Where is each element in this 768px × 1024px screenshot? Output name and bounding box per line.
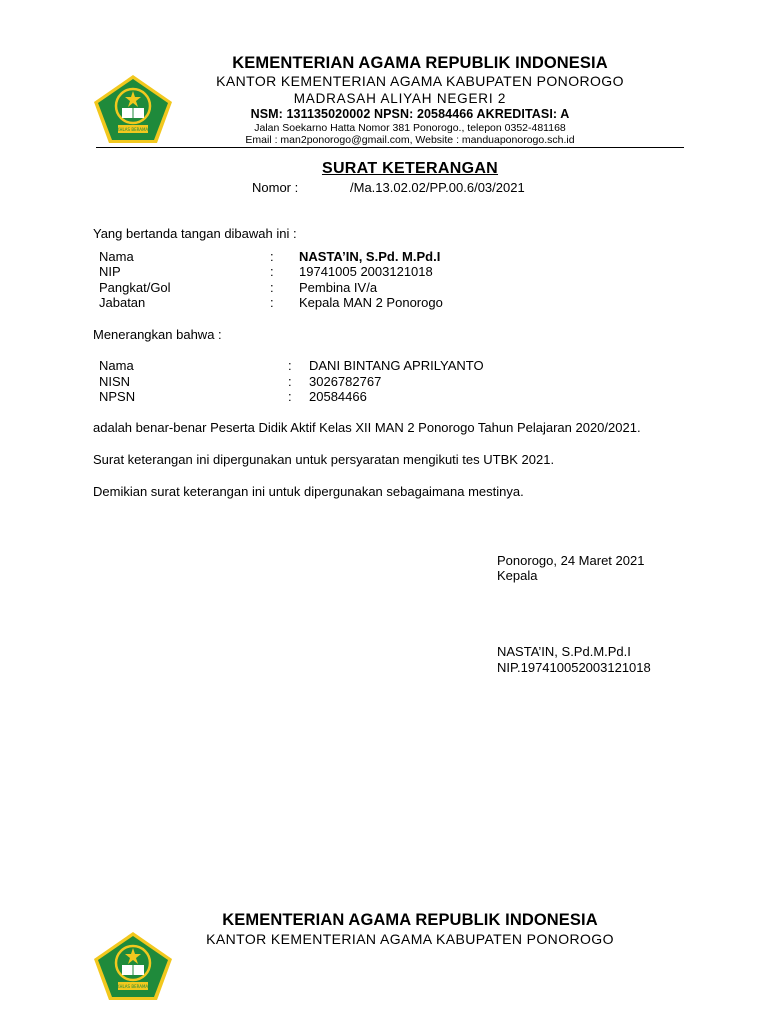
office-name: KANTOR KEMENTERIAN AGAMA KABUPATEN PONOROGO [216,73,624,89]
school-address: Jalan Soekarno Hatta Nomor 381 Ponorogo., telepon 0352-481168 [254,122,566,134]
signer-position: Kepala [497,568,538,583]
letter-title: SURAT KETERANGAN [321,160,499,177]
signatory-value: NASTA’IN, S.Pd. M.Pd.I [299,249,441,264]
student-sep: : [288,389,292,404]
signatory-value: Kepala MAN 2 Ponorogo [299,295,443,310]
ministry-name: KEMENTERIAN AGAMA REPUBLIK INDONESIA [232,54,608,72]
signatory-sep: : [270,264,274,279]
student-label: NISN [99,374,131,389]
student-label: NPSN [99,389,136,404]
school-name: MADRASAH ALIYAH NEGERI 2 [293,91,507,106]
signatory-sep: : [270,280,274,295]
signer-nip: NIP.197410052003121018 [497,660,651,675]
signatory-sep: : [270,295,274,310]
school-contact: Email : man2ponorogo@gmail.com, Website : manduaponorogo.sch.id [245,134,575,146]
letterhead-divider [96,147,684,148]
student-value: 3026782767 [309,374,382,389]
signatory-sep: : [270,249,274,264]
next-page-ministry-name: KEMENTERIAN AGAMA REPUBLIK INDONESIA [222,911,598,929]
paragraph-purpose: Surat keterangan ini dipergunakan untuk persyaratan mengikuti tes UTBK 2021. [93,452,555,467]
paragraph-closing: Demikian surat keterangan ini untuk dipergunakan sebagaimana mestinya. [93,484,524,499]
states-text: Menerangkan bahwa : [93,327,222,342]
nomor-label: Nomor : [252,180,299,195]
next-page-office-name: KANTOR KEMENTERIAN AGAMA KABUPATEN PONOROGO [206,931,614,947]
logo-motto: IKHLAS BERAMAL [115,984,151,989]
title-wrapper [140,160,680,178]
signatory-value: Pembina IV/a [299,280,378,295]
student-value: DANI BINTANG APRILYANTO [309,358,484,373]
signatory-label: Jabatan [99,295,146,310]
place-date: Ponorogo, 24 Maret 2021 [497,553,645,568]
paragraph-status: adalah benar-benar Peserta Didik Aktif Kelas XII MAN 2 Ponorogo Tahun Pelajaran 2020/2021. [93,420,641,435]
signatory-value: 19741005 2003121018 [299,264,433,279]
signatory-label: Nama [99,249,134,264]
logo-motto: IKHLAS BERAMAL [115,127,151,132]
signatory-label: Pangkat/Gol [99,280,171,295]
school-ids: NSM: 131135020002 NPSN: 20584466 AKREDITASI: A [250,107,570,121]
student-sep: : [288,358,292,373]
intro-text: Yang bertanda tangan dibawah ini : [93,226,297,241]
signatory-label: NIP [99,264,121,279]
nomor-value: /Ma.13.02.02/PP.00.6/03/2021 [350,180,525,195]
signer-name: NASTA’IN, S.Pd.M.Pd.I [497,644,631,659]
student-label: Nama [99,358,134,373]
student-sep: : [288,374,292,389]
student-value: 20584466 [309,389,367,404]
